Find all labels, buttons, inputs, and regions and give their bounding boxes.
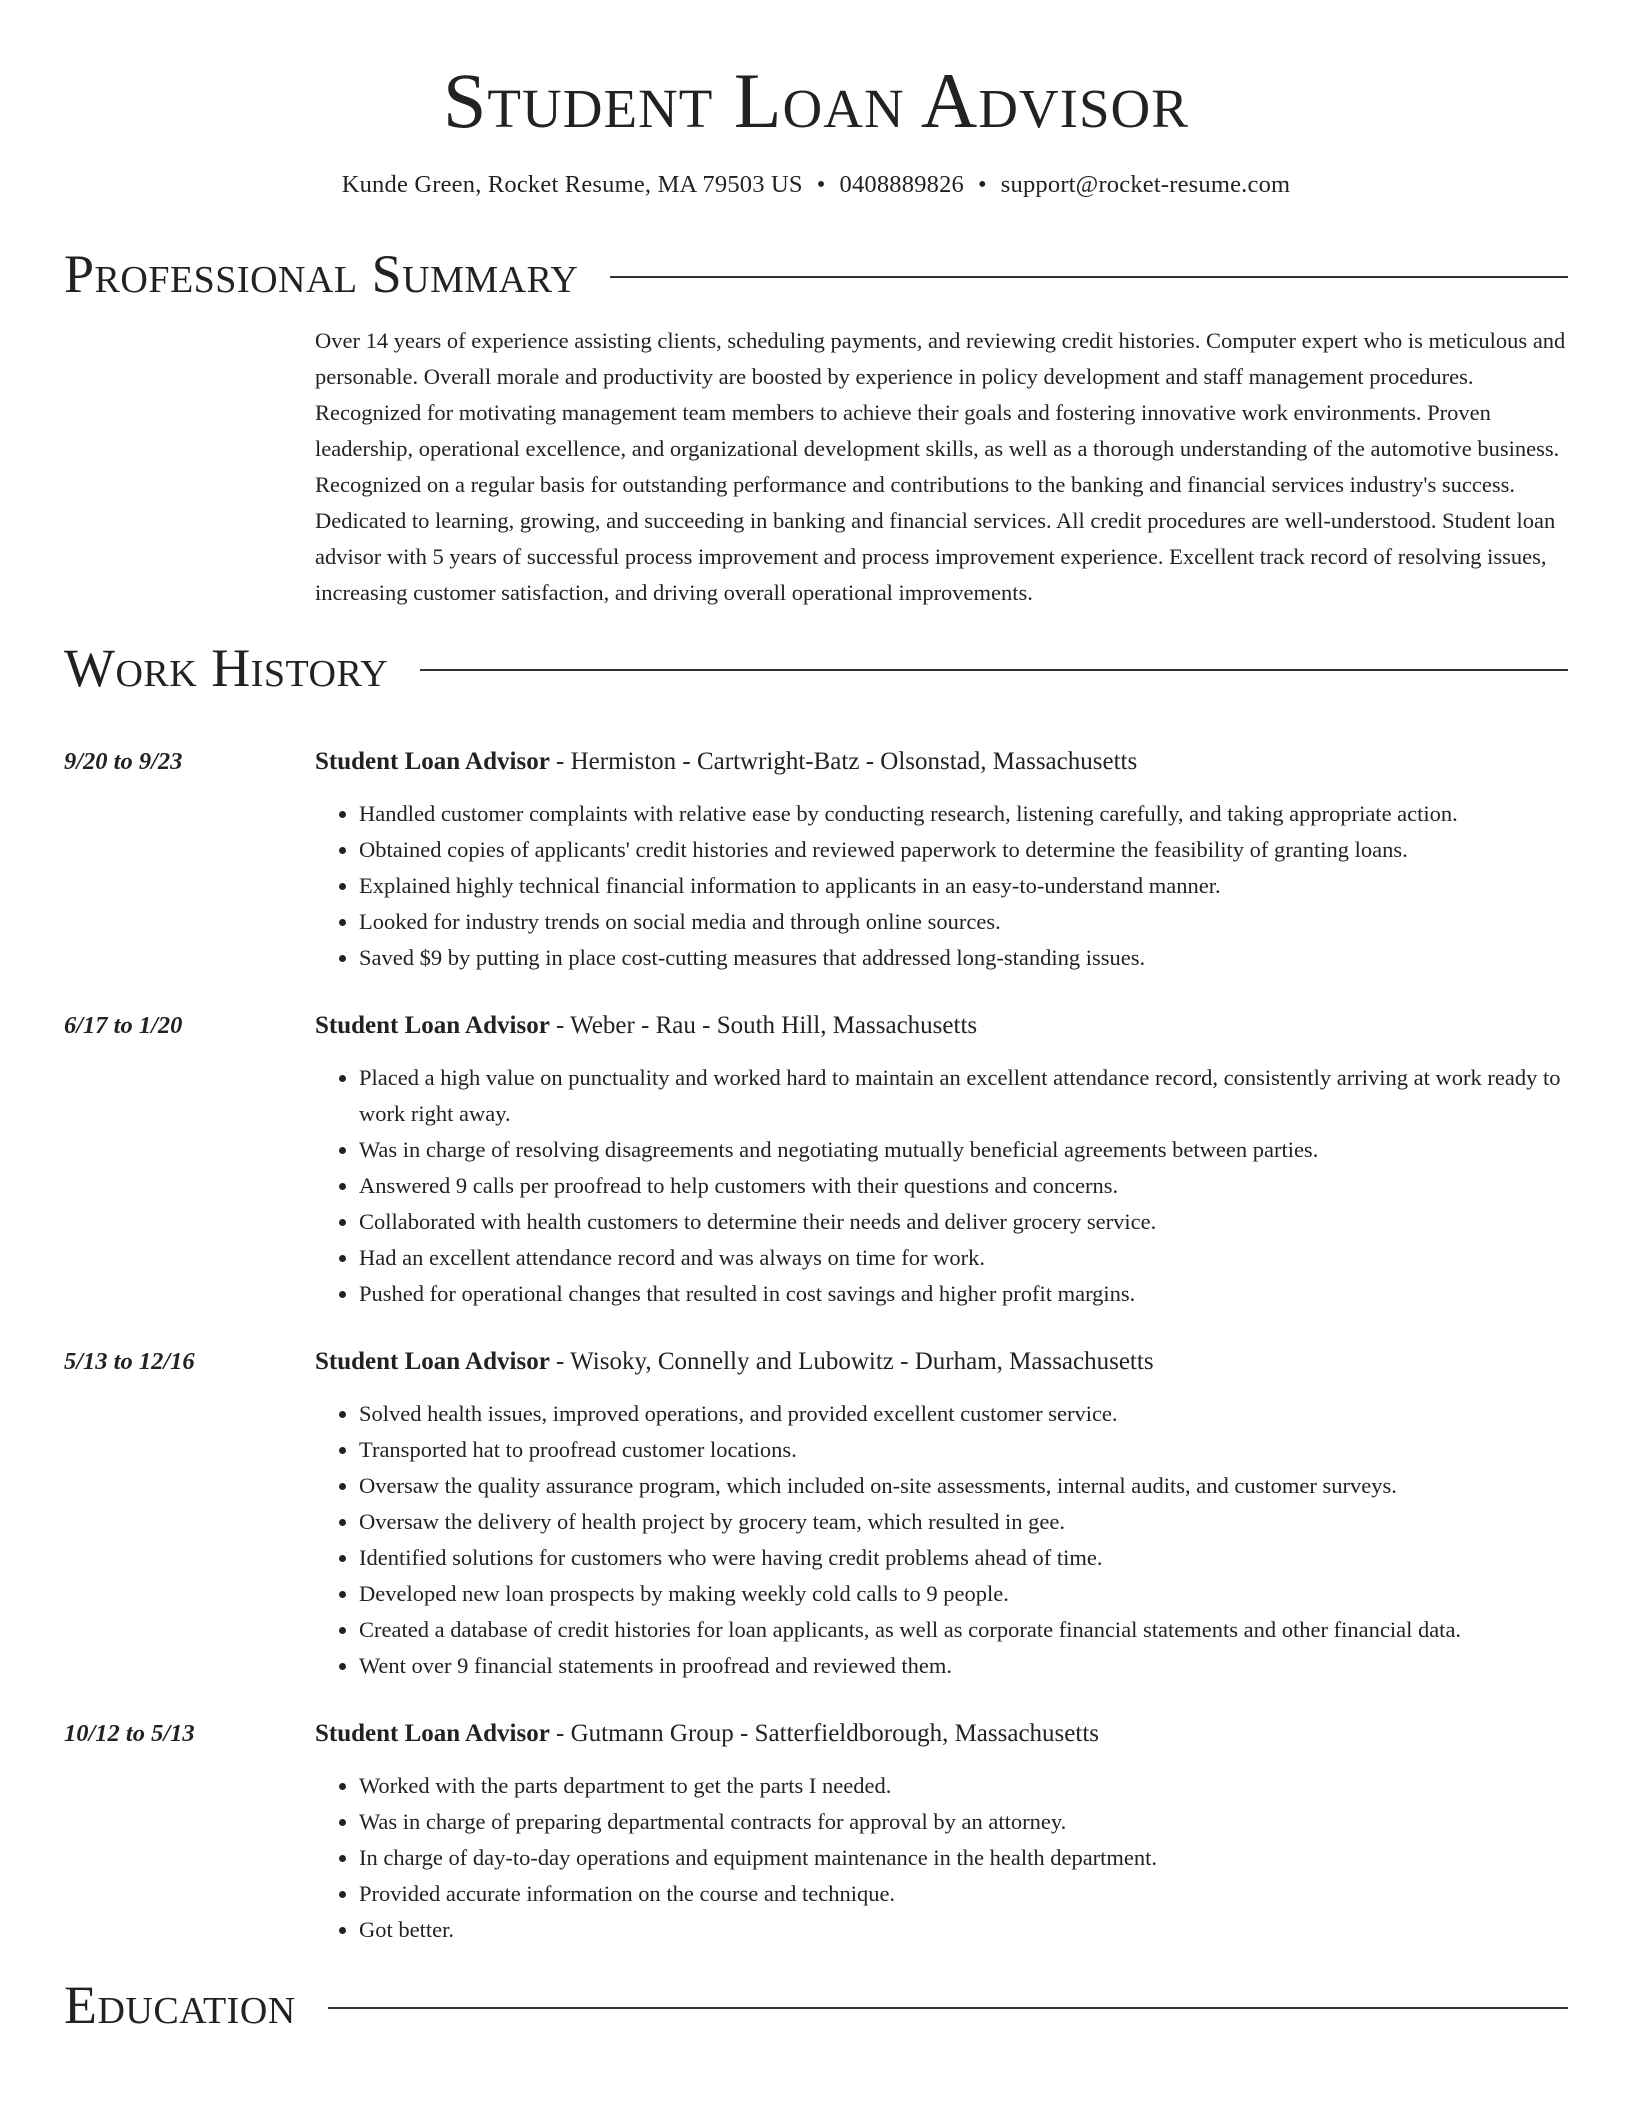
resume-page — [64, 0, 1568, 2035]
summary-heading-text: Professional Summary — [64, 244, 579, 305]
job-details: - Wisoky, Connelly and Lubowitz - Durham, Massachusetts — [549, 1347, 1154, 1375]
job-bullet: • Collaborated with health customers to determine their needs and deliver grocery service. — [359, 1204, 1568, 1240]
job-details: - Weber - Rau - South Hill, Massachusetts — [549, 1011, 978, 1039]
job-dates: 5/13 to 12/16 — [64, 1347, 195, 1375]
work-heading-text: Work History — [64, 637, 389, 698]
summary-section-heading — [64, 245, 1568, 304]
job-title: Student Loan Advisor — [315, 747, 550, 775]
job-details: - Gutmann Group - Satterfieldborough, Massachusetts — [549, 1719, 1099, 1747]
contact-separator: • — [978, 170, 987, 198]
work-section-heading — [64, 639, 1568, 698]
education-heading-text: Education — [64, 1974, 296, 2035]
job-dates: 9/20 to 9/23 — [64, 747, 183, 775]
job-bullet: • Handled customer complaints with relative ease by conducting research, listening carefully, and taking appropriate action. — [359, 796, 1568, 832]
job-body — [315, 1008, 1568, 1312]
job-bullets — [315, 1060, 1568, 1312]
job-title-line — [315, 1716, 1568, 1752]
job-title-line — [315, 1008, 1568, 1044]
job-bullets — [315, 1396, 1568, 1684]
job-entry — [64, 744, 1568, 976]
job-bullet: • Answered 9 calls per proofread to help customers with their questions and concerns. — [359, 1168, 1568, 1204]
education-section-heading — [64, 1976, 1568, 2035]
section-divider — [610, 276, 1568, 278]
job-bullet: • Explained highly technical financial information to applicants in an easy-to-understand manner. — [359, 868, 1568, 904]
job-body — [315, 1716, 1568, 1948]
summary-text: Over 14 years of experience assisting clients, scheduling payments, and reviewing credit histories. Computer expert who is meticulous and personable. Overall morale and productivity are boosted by experience in policy development and staff management procedures. Recognized for motivating management team members to achieve their goals and fostering innovative work environments. Proven leadership, operational excellence, and organizational development skills, as well as a thorough understanding of the automotive business. Recognized on a regular basis for outstanding performance and contributions to the banking and financial services industry's success. Dedicated to learning, growing, and succeeding in banking and financial services. All credit procedures are well-understood. Student loan advisor with 5 years of successful process improvement and process improvement experience. Excellent track record of resolving issues, increasing customer satisfaction, and driving overall operational improvements. — [315, 327, 1566, 605]
job-bullet: • Placed a high value on punctuality and worked hard to maintain an excellent attendance record, consistently arriving at work ready to work right away. — [359, 1060, 1568, 1132]
job-body — [315, 744, 1568, 976]
job-title: Student Loan Advisor — [315, 1347, 550, 1375]
job-bullet: • Transported hat to proofread customer locations. — [359, 1432, 1568, 1468]
job-body — [315, 1344, 1568, 1684]
job-bullet: • Saved $9 by putting in place cost-cutting measures that addressed long-standing issues. — [359, 940, 1568, 976]
job-bullet: • Developed new loan prospects by making weekly cold calls to 9 people. — [359, 1576, 1568, 1612]
job-bullet: • Had an excellent attendance record and was always on time for work. — [359, 1240, 1568, 1276]
job-bullet: • Obtained copies of applicants' credit histories and reviewed paperwork to determine the feasibility of granting loans. — [359, 832, 1568, 868]
job-title: Student Loan Advisor — [315, 1011, 550, 1039]
job-title: Student Loan Advisor — [315, 1719, 550, 1747]
job-entry — [64, 1716, 1568, 1948]
job-bullet: • Created a database of credit histories for loan applicants, as well as corporate financial statements and other financial data. — [359, 1612, 1568, 1648]
section-divider — [420, 669, 1568, 671]
job-bullet: • Went over 9 financial statements in proofread and reviewed them. — [359, 1648, 1568, 1684]
job-bullet: • Provided accurate information on the course and technique. — [359, 1876, 1568, 1912]
job-bullet: • Worked with the parts department to get the parts I needed. — [359, 1768, 1568, 1804]
job-bullet: • In charge of day-to-day operations and equipment maintenance in the health department. — [359, 1840, 1568, 1876]
job-bullet: • Oversaw the delivery of health project by grocery team, which resulted in gee. — [359, 1504, 1568, 1540]
contact-separator: • — [816, 170, 826, 198]
contact-phone: 0408889826 — [839, 170, 964, 198]
job-dates: 10/12 to 5/13 — [64, 1719, 195, 1747]
job-title-line — [315, 1344, 1568, 1380]
job-dates: 6/17 to 1/20 — [64, 1011, 183, 1039]
job-bullet: • Looked for industry trends on social media and through online sources. — [359, 904, 1568, 940]
contact-address: Kunde Green, Rocket Resume, MA 79503 US — [341, 170, 803, 198]
job-bullet: • Was in charge of preparing departmental contracts for approval by an attorney. — [359, 1804, 1568, 1840]
job-bullet: • Pushed for operational changes that resulted in cost savings and higher profit margins. — [359, 1276, 1568, 1312]
job-bullet: • Oversaw the quality assurance program, which included on-site assessments, internal audits, and customer surveys. — [359, 1468, 1568, 1504]
job-bullet: • Identified solutions for customers who were having credit problems ahead of time. — [359, 1540, 1568, 1576]
job-bullet: • Got better. — [359, 1912, 1568, 1948]
job-bullets — [315, 1768, 1568, 1948]
job-details: - Hermiston - Cartwright-Batz - Olsonstad, Massachusetts — [549, 747, 1138, 775]
job-bullet: • Solved health issues, improved operations, and provided excellent customer service. — [359, 1396, 1568, 1432]
job-entry — [64, 1008, 1568, 1312]
job-entry — [64, 1344, 1568, 1684]
contact-email: support@rocket-resume.com — [1000, 170, 1291, 198]
job-title-line — [315, 744, 1568, 780]
resume-title: Student Loan Advisor — [443, 57, 1189, 144]
job-bullets — [315, 796, 1568, 976]
section-divider — [328, 2007, 1568, 2009]
job-bullet: • Was in charge of resolving disagreements and negotiating mutually beneficial agreements between parties. — [359, 1132, 1568, 1168]
contact-line — [64, 170, 1568, 199]
